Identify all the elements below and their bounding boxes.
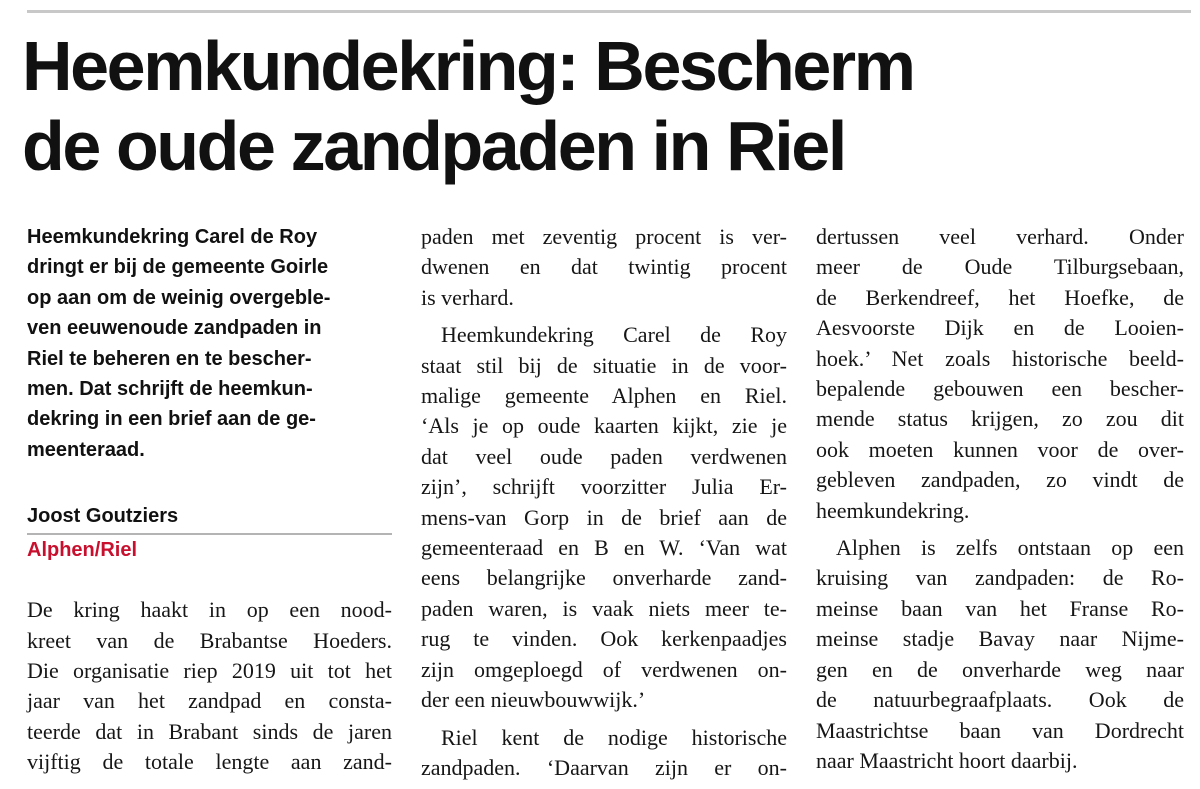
text-line: paden waren, is vaak niets meer te- (421, 595, 787, 621)
text-line: Aesvoorste Dijk en de Looien- (816, 315, 1184, 341)
column-3 (816, 222, 1184, 776)
text-line: meinse stadje Bavay naar Nijme- (816, 626, 1184, 652)
headline-line: Heemkundekring: Bescherm (22, 27, 914, 105)
text-line: staat stil bij de situatie in de voor- (421, 352, 787, 378)
text-line: eens belangrijke onverharde zand- (421, 565, 787, 591)
text-line: Riel kent de nodige historische (441, 724, 787, 750)
text-line: meer de Oude Tilburgsebaan, (816, 254, 1184, 280)
text-line: gemeenteraad en B en W. ‘Van wat (421, 535, 787, 561)
intro-line: Heemkundekring Carel de Roy (27, 226, 318, 248)
intro-line: Riel te beheren en te bescher- (27, 347, 312, 370)
intro-paragraph (27, 222, 392, 465)
text-line: zijn’, schrijft voorzitter Julia Er- (421, 474, 787, 500)
text-line: mens-van Gorp in de brief aan de (421, 504, 787, 530)
text-line: naar Maastricht hoort daarbij. (816, 747, 1078, 773)
column-2 (421, 222, 787, 783)
body-paragraph (816, 533, 1184, 776)
intro-line: op aan om de weinig overgeble- (27, 286, 331, 309)
byline (27, 502, 392, 565)
intro-line: dekring in een brief aan de ge- (27, 408, 316, 431)
text-line: zandpaden. ‘Daarvan zijn er on- (421, 754, 787, 780)
text-line: kreet van de Brabantse Hoeders. (27, 627, 392, 653)
top-rule (27, 10, 1191, 13)
column-1 (27, 222, 392, 778)
text-line: ook moeten kunnen voor de over- (816, 436, 1184, 462)
headline (22, 26, 1192, 186)
text-line: der een nieuwbouwwijk.’ (421, 687, 646, 713)
text-line: bepalende gebouwen een bescher- (816, 376, 1184, 402)
text-line: dat veel oude paden verdwenen (421, 443, 787, 469)
intro-line: dringt er bij de gemeente Goirle (27, 256, 329, 279)
headline-line: de oude zandpaden in Riel (22, 107, 845, 185)
text-line: jaar van het zandpad en consta- (27, 688, 392, 714)
text-line: kruising van zandpaden: de Ro- (816, 565, 1184, 591)
text-line: Alphen is zelfs ontstaan op een (836, 535, 1184, 561)
body-paragraph (421, 320, 787, 715)
text-line: meinse baan van het Franse Ro- (816, 595, 1184, 621)
body-paragraph (421, 222, 787, 313)
text-line: Die organisatie riep 2019 uit tot het (27, 658, 392, 684)
text-line: vijftig de totale lengte aan zand- (27, 749, 392, 775)
intro-line: ven eeuwenoude zandpaden in (27, 317, 322, 340)
text-line: teerde dat in Brabant sinds de jaren (27, 718, 392, 744)
text-line: gen en de onverharde weg naar (816, 656, 1184, 682)
text-line: mende status krijgen, zo zou dit (816, 406, 1184, 432)
author-name: Joost Goutziers (27, 505, 179, 528)
text-line: rug te vinden. Ook kerkenpaadjes (421, 626, 787, 652)
text-line: gebleven zandpaden, zo vindt de (816, 467, 1184, 493)
body-paragraph (816, 222, 1184, 526)
text-line: De kring haakt in op een nood- (27, 597, 392, 623)
text-line: ‘Als je op oude kaarten kijkt, zie je (421, 413, 787, 439)
text-line: de natuurbegraafplaats. Ook de (816, 687, 1184, 713)
dateline-location: Alphen/Riel (27, 539, 138, 562)
text-line: zijn omgeploegd of verdwenen on- (421, 656, 787, 682)
text-line: heemkundekring. (816, 497, 970, 523)
body-paragraph (27, 595, 392, 777)
text-line: is verhard. (421, 284, 514, 310)
text-line: hoek.’ Net zoals historische beeld- (816, 345, 1184, 371)
body-paragraph (421, 723, 787, 784)
text-line: dwenen en dat twintig procent (421, 254, 787, 280)
body-text-column-1 (27, 595, 392, 777)
text-line: paden met zeventig procent is ver- (421, 224, 787, 249)
intro-line: meenteraad. (27, 438, 145, 461)
text-line: dertussen veel verhard. Onder (816, 224, 1184, 249)
text-line: Heemkundekring Carel de Roy (441, 322, 787, 348)
text-line: Maastrichtse baan van Dordrecht (816, 717, 1184, 743)
text-line: malige gemeente Alphen en Riel. (421, 383, 787, 409)
text-line: de Berkendreef, het Hoefke, de (816, 284, 1184, 310)
intro-line: men. Dat schrijft de heemkun- (27, 378, 313, 401)
